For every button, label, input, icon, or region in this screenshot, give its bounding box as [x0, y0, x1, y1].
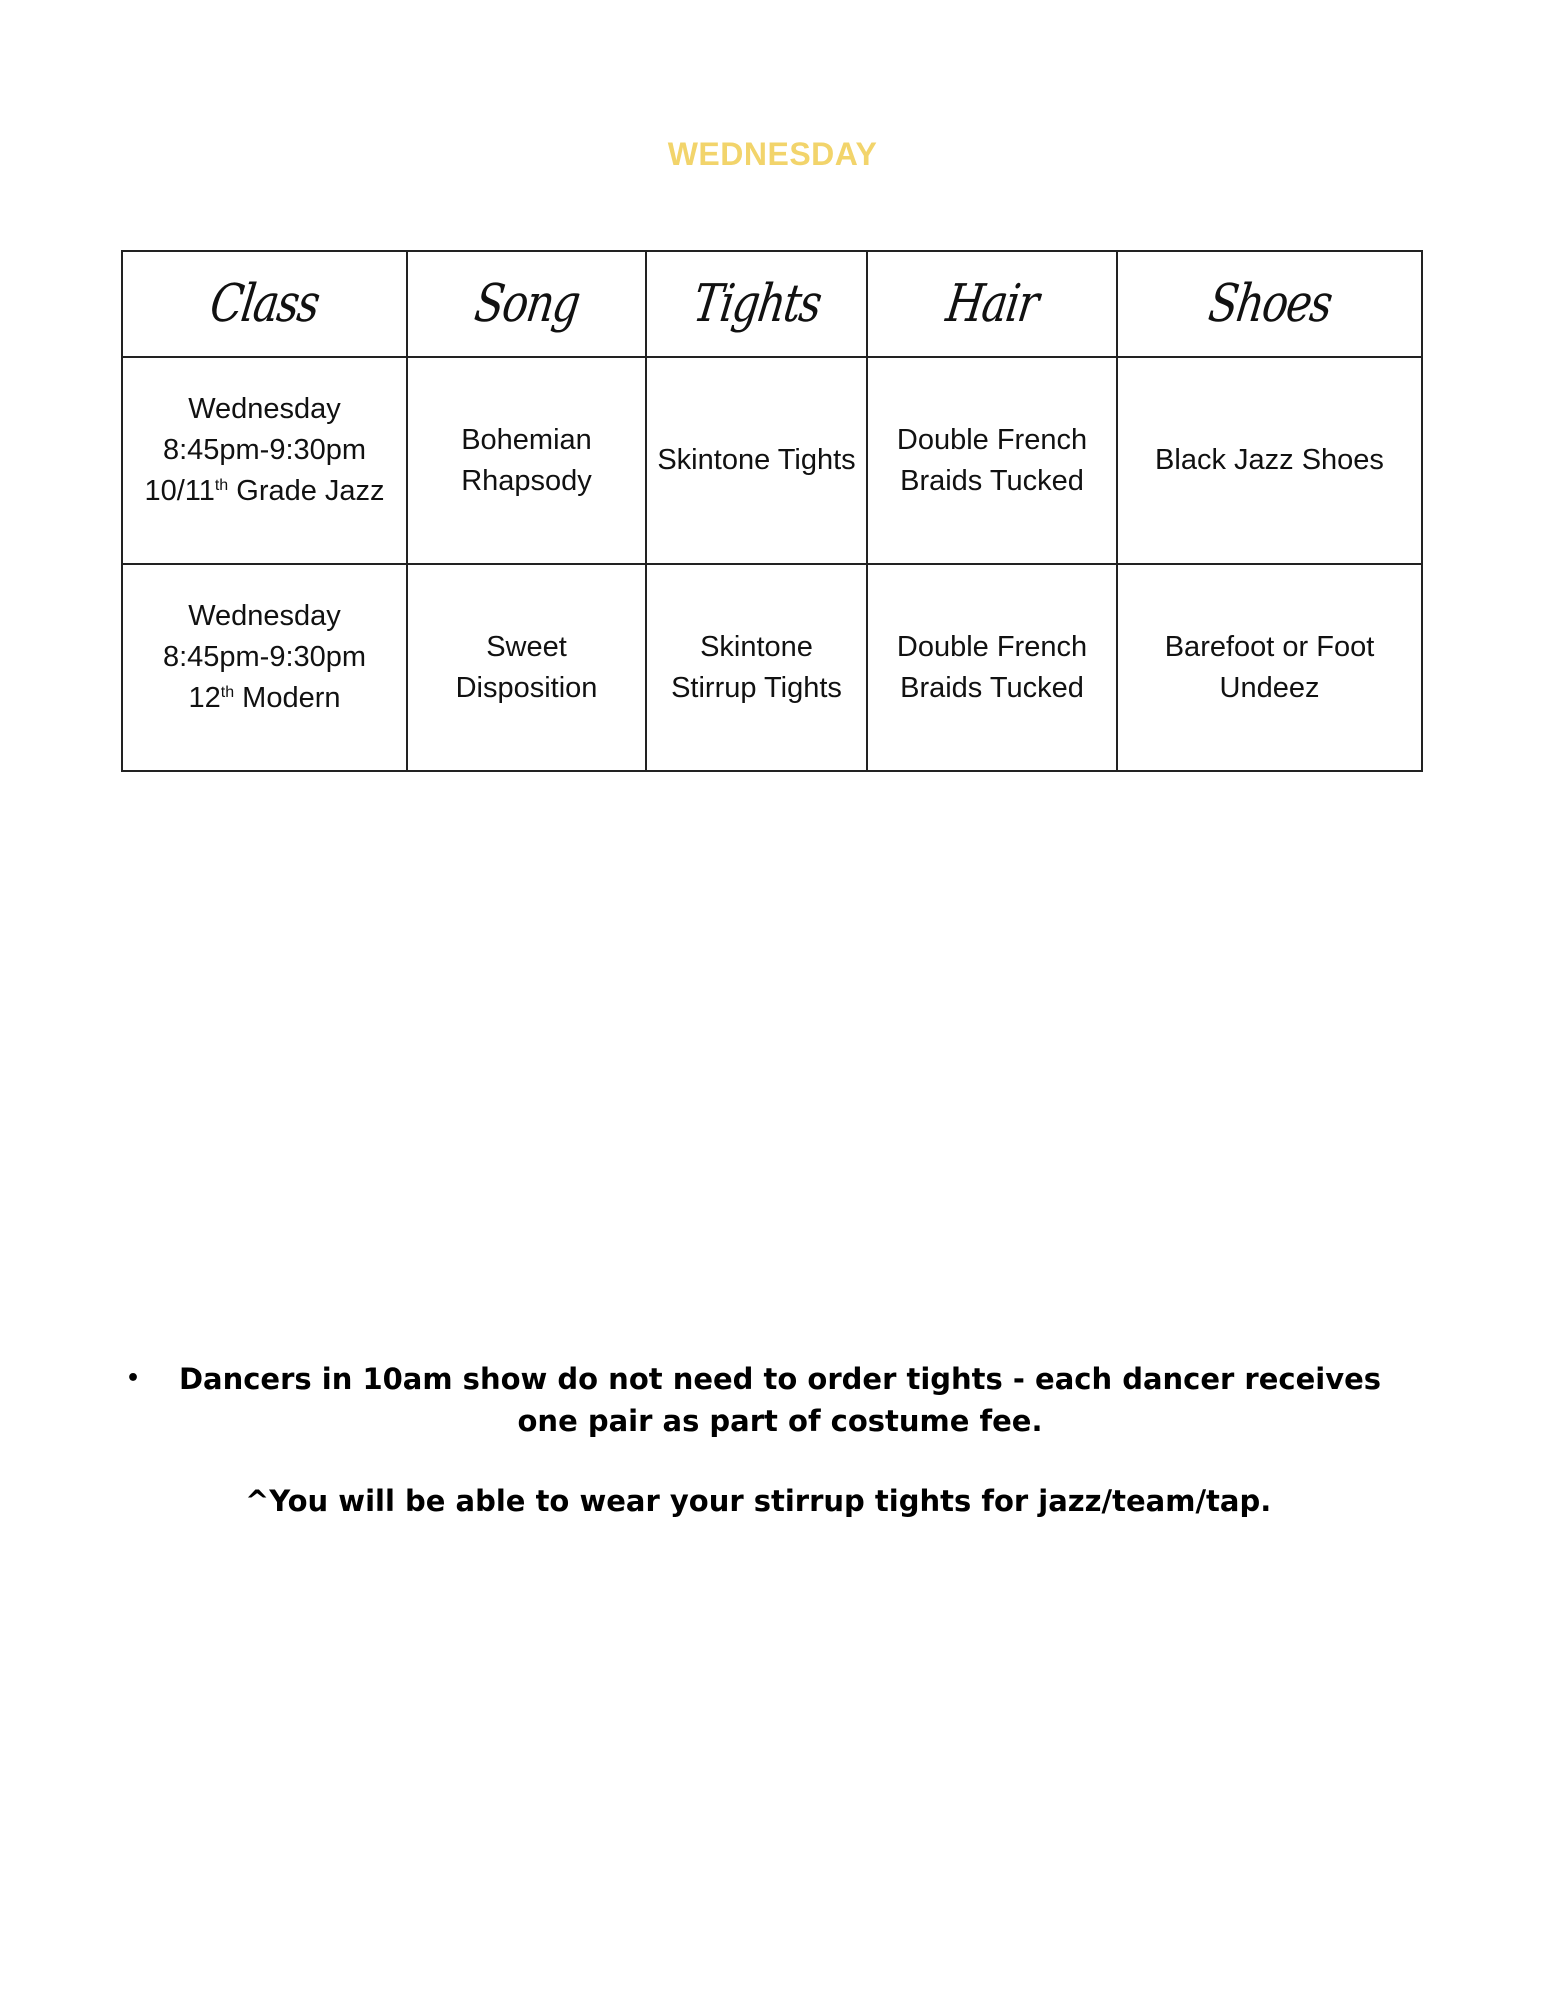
costume-schedule-table [121, 250, 1423, 772]
shoes-cell: Black Jazz Shoes [1117, 357, 1422, 564]
header-song: Song [400, 251, 654, 357]
header-shoes: Shoes [1110, 251, 1430, 357]
tights-note-line2: one pair as part of costume fee. [517, 1404, 1043, 1438]
class-day: Wednesday [188, 393, 341, 425]
table-header-row [122, 251, 1422, 357]
header-hair: Hair [860, 251, 1125, 357]
page-title: WEDNESDAY [667, 136, 878, 172]
class-grade: 12th Modern [188, 682, 341, 714]
tights-note-line1: Dancers in 10am show do not need to order tights - each dancer receives [178, 1362, 1382, 1396]
class-time: 8:45pm-9:30pm [162, 641, 367, 673]
song-cell: Sweet Disposition [407, 564, 646, 771]
stirrup-note-text: ^You will be able to wear your stirrup tights for jazz/team/tap. [245, 1484, 1272, 1518]
table-row [122, 564, 1422, 771]
class-day: Wednesday [188, 600, 341, 632]
bullet-icon: • [126, 1366, 141, 1391]
tights-cell: Skintone Stirrup Tights [646, 564, 867, 771]
song-cell: Bohemian Rhapsody [407, 357, 646, 564]
header-class: Class [115, 251, 415, 357]
class-time: 8:45pm-9:30pm [162, 434, 367, 466]
class-grade: 10/11th Grade Jazz [144, 475, 385, 507]
class-cell [122, 564, 407, 771]
tights-cell: Skintone Tights [646, 357, 867, 564]
shoes-cell: Barefoot or Foot Undeez [1117, 564, 1422, 771]
hair-cell: Double French Braids Tucked [867, 564, 1117, 771]
class-cell [122, 357, 407, 564]
tights-note [0, 1358, 1545, 1442]
header-tights: Tights [639, 251, 875, 357]
table-row [122, 357, 1422, 564]
hair-cell: Double French Braids Tucked [867, 357, 1117, 564]
